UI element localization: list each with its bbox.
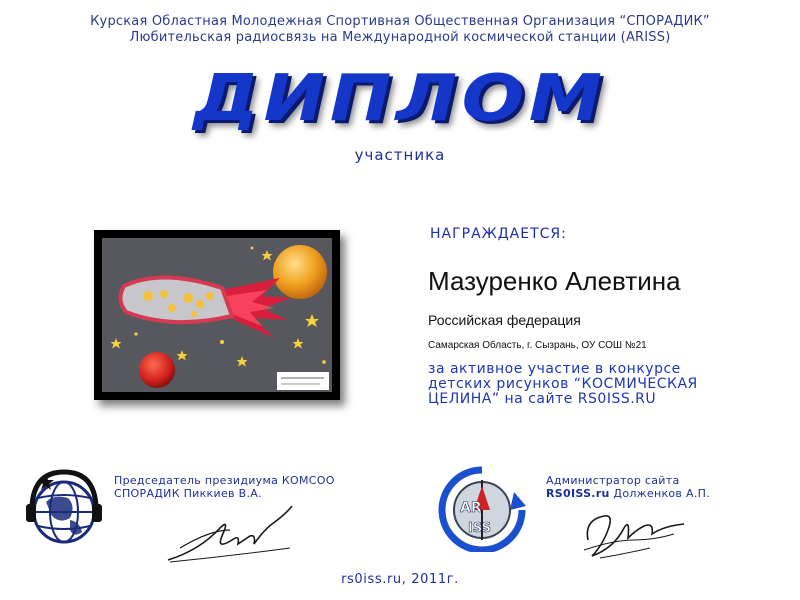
header-organization: Курская Областная Молодежная Спортивная Общественная Организация “СПОРАДИК”: [90, 14, 710, 29]
header-subtitle: Любительская радиосвязь на Международной космической станции (ARISS): [129, 30, 671, 45]
site-name: RS0ISS.ru: [546, 487, 610, 500]
awarded-label: НАГРАЖДАЕТСЯ:: [430, 226, 567, 242]
award-reason-line: детских рисунков “КОСМИЧЕСКАЯ: [428, 376, 698, 392]
award-reason: [428, 362, 778, 407]
recipient-country: Российская федерация: [428, 312, 581, 328]
diploma-subtitle: участника: [354, 146, 446, 164]
recipient-name: Мазуренко Алевтина: [428, 266, 681, 296]
signature-image: [160, 500, 300, 570]
globe-headset-icon: [24, 462, 104, 552]
right-signatory-line: [546, 487, 710, 500]
ariss-logo-icon: [438, 466, 526, 552]
drawing-frame: [94, 230, 340, 400]
right-signatory-title: [546, 474, 710, 500]
left-signatory-line: Председатель президиума КОМСОО: [114, 474, 335, 487]
signature-image: [574, 500, 694, 570]
recipient-region: Самарская Область, г. Сызрань, ОУ СОШ №21: [428, 340, 647, 351]
diploma-title: ДИПЛОМ: [193, 62, 607, 136]
ariss-logo-top: AR: [460, 500, 482, 516]
award-reason-line: ЦЕЛИНА” на сайте RS0ISS.RU: [428, 391, 657, 407]
rocket-drawing: [102, 238, 332, 392]
ariss-logo-bottom: ISS: [468, 521, 491, 536]
left-signature: [160, 500, 300, 570]
right-signature: [574, 500, 694, 570]
left-signatory-title: [114, 474, 335, 500]
ariss-logo: [438, 466, 526, 552]
rocket-drawing-image: [102, 238, 332, 392]
right-signatory-line: Администратор сайта: [546, 474, 680, 487]
left-signatory-line: СПОРАДИК Пиккиев В.А.: [114, 487, 262, 500]
footer-site-year: rs0iss.ru, 2011г.: [341, 572, 459, 587]
right-signatory-name: Долженков А.П.: [609, 487, 710, 500]
award-reason-line: за активное участие в конкурсе: [428, 361, 681, 377]
sporadik-logo: [24, 462, 104, 552]
